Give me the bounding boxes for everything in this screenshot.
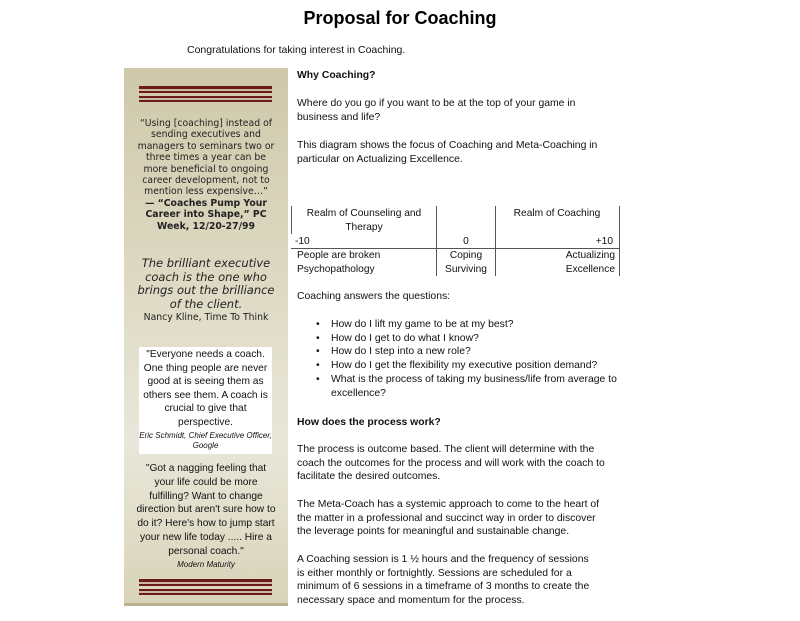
quote-text: "Got a nagging feeling that your life could be more fulfilling? Want to change direction but aren't sure how to do it? Here's how to jump start your new life today ..... Hire a personal coach." — [136, 463, 276, 557]
diagram-left-header: Realm of Counseling and Therapy — [306, 208, 422, 233]
quote-sidebar — [124, 68, 288, 606]
sidebar-quote-maturity — [136, 462, 276, 570]
sidebar-top-rule-2 — [139, 96, 272, 102]
diagram-scale-mid: 0 — [463, 236, 469, 247]
sidebar-bottom-rule — [139, 579, 272, 586]
list-item: • How do I step into a new role? — [297, 345, 617, 359]
process-paragraph-3: A Coaching session is 1 ½ hours and the frequency of sessions is either monthly or fortnightly. Sessions are scheduled for a minimum of 6 sessions in a timeframe of 3 months to create the necessary space and momentum for the process. — [297, 554, 590, 607]
why-coaching-paragraph-1: Where do you go if you want to be at the top of your game in business and life? — [297, 98, 576, 123]
sidebar-bottom-rule-2 — [139, 589, 272, 595]
diagram-right-header: Realm of Coaching — [513, 208, 601, 219]
sidebar-quote-schmidt — [139, 347, 272, 454]
list-item: • How do I get the flexibility my executive position demand? — [297, 359, 617, 373]
document-subtitle: Congratulations for taking interest in Coaching. — [187, 44, 406, 56]
list-item: • What is the process of taking my business/life from average to excellence? — [297, 373, 617, 400]
quote-source-kline: Nancy Kline, Time To Think — [143, 312, 269, 323]
quote-source: Modern Maturity — [177, 559, 235, 569]
process-heading: How does the process work? — [297, 417, 441, 428]
why-coaching-paragraph-2: This diagram shows the focus of Coaching and Meta-Coaching in particular on Actualizing Excellence. — [297, 140, 598, 165]
sidebar-quote-pcweek — [136, 118, 276, 232]
quote-text: “Using [coaching] instead of sending executives and managers to seminars two or three times a year can be more beneficial to ongoing career development, not to mention less expensive…” — [137, 118, 275, 198]
sidebar-top-rule — [139, 86, 272, 93]
diagram-scale-left: -10 — [295, 236, 310, 247]
sidebar-quote-kline: The brilliant executive coach is the one who brings out the brilliance of the client. — [137, 256, 275, 311]
why-coaching-heading: Why Coaching? — [297, 70, 376, 81]
diagram-left-desc: People are broken Psychopathology — [297, 250, 381, 275]
process-paragraph-1: The process is outcome based. The client will determine with the coach the outcomes for the process and will work with the coach to facilitate the desired outcomes. — [297, 444, 605, 483]
diagram-mid-desc: Coping Surviving — [445, 250, 487, 275]
quote-source: Eric Schmidt, Chief Executive Officer, Google — [139, 430, 272, 451]
document-title: Proposal for Coaching — [303, 8, 497, 28]
quote-source: — “Coaches Pump Your Career into Shape,” PC Week, 12/20-27/99 — [145, 197, 267, 232]
list-item: • How do I lift my game to be at my best? — [297, 318, 617, 332]
diagram-right-desc: Actualizing Excellence — [565, 250, 615, 275]
questions-list — [297, 318, 617, 400]
diagram-scale-right: +10 — [595, 236, 613, 247]
coaching-spectrum-diagram — [291, 206, 620, 276]
process-paragraph-2: The Meta-Coach has a systemic approach to come to the heart of the matter in a professional and succinct way in order to discover the leverage points for meaningful and sustainable change. — [297, 499, 600, 538]
quote-text: "Everyone needs a coach. One thing people are never good at is seeing them as others see them. A coach is crucial to give that perspective. — [143, 349, 268, 428]
answers-intro: Coaching answers the questions: — [297, 291, 451, 302]
list-item: • How do I get to do what I know? — [297, 332, 617, 346]
